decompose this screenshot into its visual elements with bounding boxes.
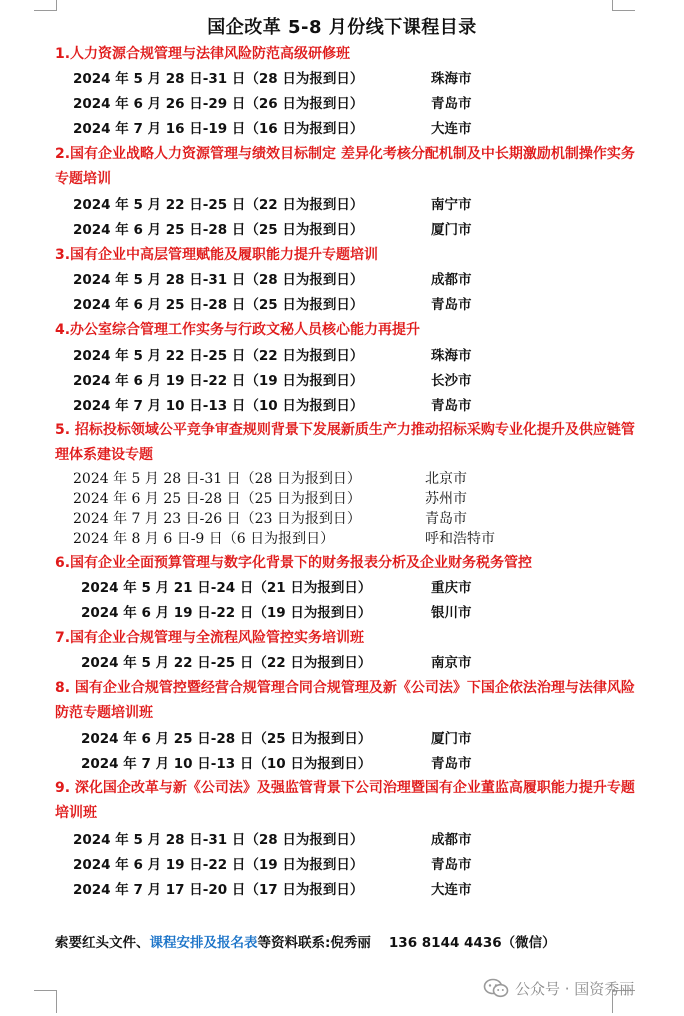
- course-heading-3: 3.国有企业中高层管理赋能及履职能力提升专题培训: [55, 247, 379, 263]
- session-date: 2024 年 6 月 25 日-28 日（25 日为报到日）: [73, 491, 361, 507]
- session-date: 2024 年 5 月 28 日-31 日（28 日为报到日）: [73, 471, 361, 487]
- session-date: 2024 年 6 月 19 日-22 日（19 日为报到日）: [73, 373, 364, 389]
- session-city: 珠海市: [431, 71, 472, 87]
- footer-suffix: 等资料联系:倪秀丽: [257, 935, 371, 951]
- session-date: 2024 年 7 月 17 日-20 日（17 日为报到日）: [73, 882, 364, 898]
- session-city: 青岛市: [431, 96, 472, 112]
- course-heading-9: 9. 深化国企改革与新《公司法》及强监管背景下公司治理暨国有企业董监高履职能力提升专题培训班: [55, 780, 635, 821]
- watermark-text: 公众号 · 国资秀丽: [515, 980, 635, 998]
- crop-mark-top-left: [34, 0, 57, 11]
- session-date: 2024 年 6 月 25 日-28 日（25 日为报到日）: [73, 297, 364, 313]
- course-heading-6: 6.国有企业全面预算管理与数字化背景下的财务报表分析及企业财务税务管控: [55, 555, 533, 571]
- session-city: 大连市: [431, 882, 472, 898]
- course-heading-8: 8. 国有企业合规管控暨经营合规管理合同合规管理及新《公司法》下国企依法治理与法律风险防范专题培训班: [55, 680, 635, 721]
- course-heading-4: 4.办公室综合管理工作实务与行政文秘人员核心能力再提升: [55, 322, 421, 338]
- session-date: 2024 年 8 月 6 日-9 日（6 日为报到日）: [73, 531, 335, 547]
- session-city: 成都市: [431, 272, 472, 288]
- session-city: 呼和浩特市: [425, 531, 495, 547]
- crop-mark-top-right: [612, 0, 635, 11]
- registration-form-link[interactable]: 课程安排及报名表: [149, 935, 258, 951]
- course-heading-5: 5. 招标投标领域公平竞争审查规则背景下发展新质生产力推动招标采购专业化提升及供应链管理体系建设专题: [55, 422, 635, 463]
- page-title: 国企改革 5-8 月份线下课程目录: [207, 17, 477, 38]
- session-city: 厦门市: [431, 731, 472, 747]
- course-heading-1: 1.人力资源合规管理与法律风险防范高级研修班: [55, 46, 351, 62]
- session-city: 珠海市: [431, 348, 472, 364]
- session-date: 2024 年 6 月 19 日-22 日（19 日为报到日）: [73, 857, 364, 873]
- session-date: 2024 年 7 月 10 日-13 日（10 日为报到日）: [81, 756, 372, 772]
- course-heading-7: 7.国有企业合规管理与全流程风险管控实务培训班: [55, 630, 365, 646]
- wechat-icon: [483, 978, 509, 998]
- crop-mark-bottom-left: [34, 990, 57, 1013]
- session-city: 北京市: [425, 471, 467, 487]
- session-city: 重庆市: [431, 580, 472, 596]
- course-heading-2: 2.国有企业战略人力资源管理与绩效目标制定 差异化考核分配机制及中长期激励机制操作实务专题培训: [55, 146, 635, 187]
- session-date: 2024 年 5 月 22 日-25 日（22 日为报到日）: [81, 655, 372, 671]
- session-city: 大连市: [431, 121, 472, 137]
- session-date: 2024 年 5 月 28 日-31 日（28 日为报到日）: [73, 71, 364, 87]
- session-date: 2024 年 5 月 21 日-24 日（21 日为报到日）: [81, 580, 372, 596]
- session-date: 2024 年 5 月 22 日-25 日（22 日为报到日）: [73, 348, 364, 364]
- footer-prefix: 索要红头文件、: [55, 935, 150, 951]
- session-date: 2024 年 5 月 28 日-31 日（28 日为报到日）: [73, 832, 364, 848]
- contact-footer: [55, 931, 556, 951]
- session-date: 2024 年 7 月 16 日-19 日（16 日为报到日）: [73, 121, 364, 137]
- session-city: 青岛市: [431, 756, 472, 772]
- session-date: 2024 年 6 月 19 日-22 日（19 日为报到日）: [81, 605, 372, 621]
- session-city: 青岛市: [431, 398, 472, 414]
- session-date: 2024 年 6 月 26 日-29 日（26 日为报到日）: [73, 96, 364, 112]
- session-city: 青岛市: [431, 297, 472, 313]
- session-date: 2024 年 6 月 25 日-28 日（25 日为报到日）: [73, 222, 364, 238]
- session-date: 2024 年 7 月 10 日-13 日（10 日为报到日）: [73, 398, 364, 414]
- session-city: 成都市: [431, 832, 472, 848]
- session-city: 南宁市: [431, 197, 472, 213]
- wechat-watermark: [483, 978, 634, 999]
- session-city: 苏州市: [425, 491, 467, 507]
- session-city: 青岛市: [425, 511, 467, 527]
- session-city: 厦门市: [431, 222, 472, 238]
- session-date: 2024 年 6 月 25 日-28 日（25 日为报到日）: [81, 731, 372, 747]
- session-city: 银川市: [431, 605, 472, 621]
- contact-phone: 136 8144 4436（微信）: [388, 935, 556, 951]
- session-city: 青岛市: [431, 857, 472, 873]
- session-date: 2024 年 5 月 22 日-25 日（22 日为报到日）: [73, 197, 364, 213]
- session-city: 长沙市: [431, 373, 472, 389]
- session-city: 南京市: [431, 655, 472, 671]
- session-date: 2024 年 7 月 23 日-26 日（23 日为报到日）: [73, 511, 361, 527]
- session-date: 2024 年 5 月 28 日-31 日（28 日为报到日）: [73, 272, 364, 288]
